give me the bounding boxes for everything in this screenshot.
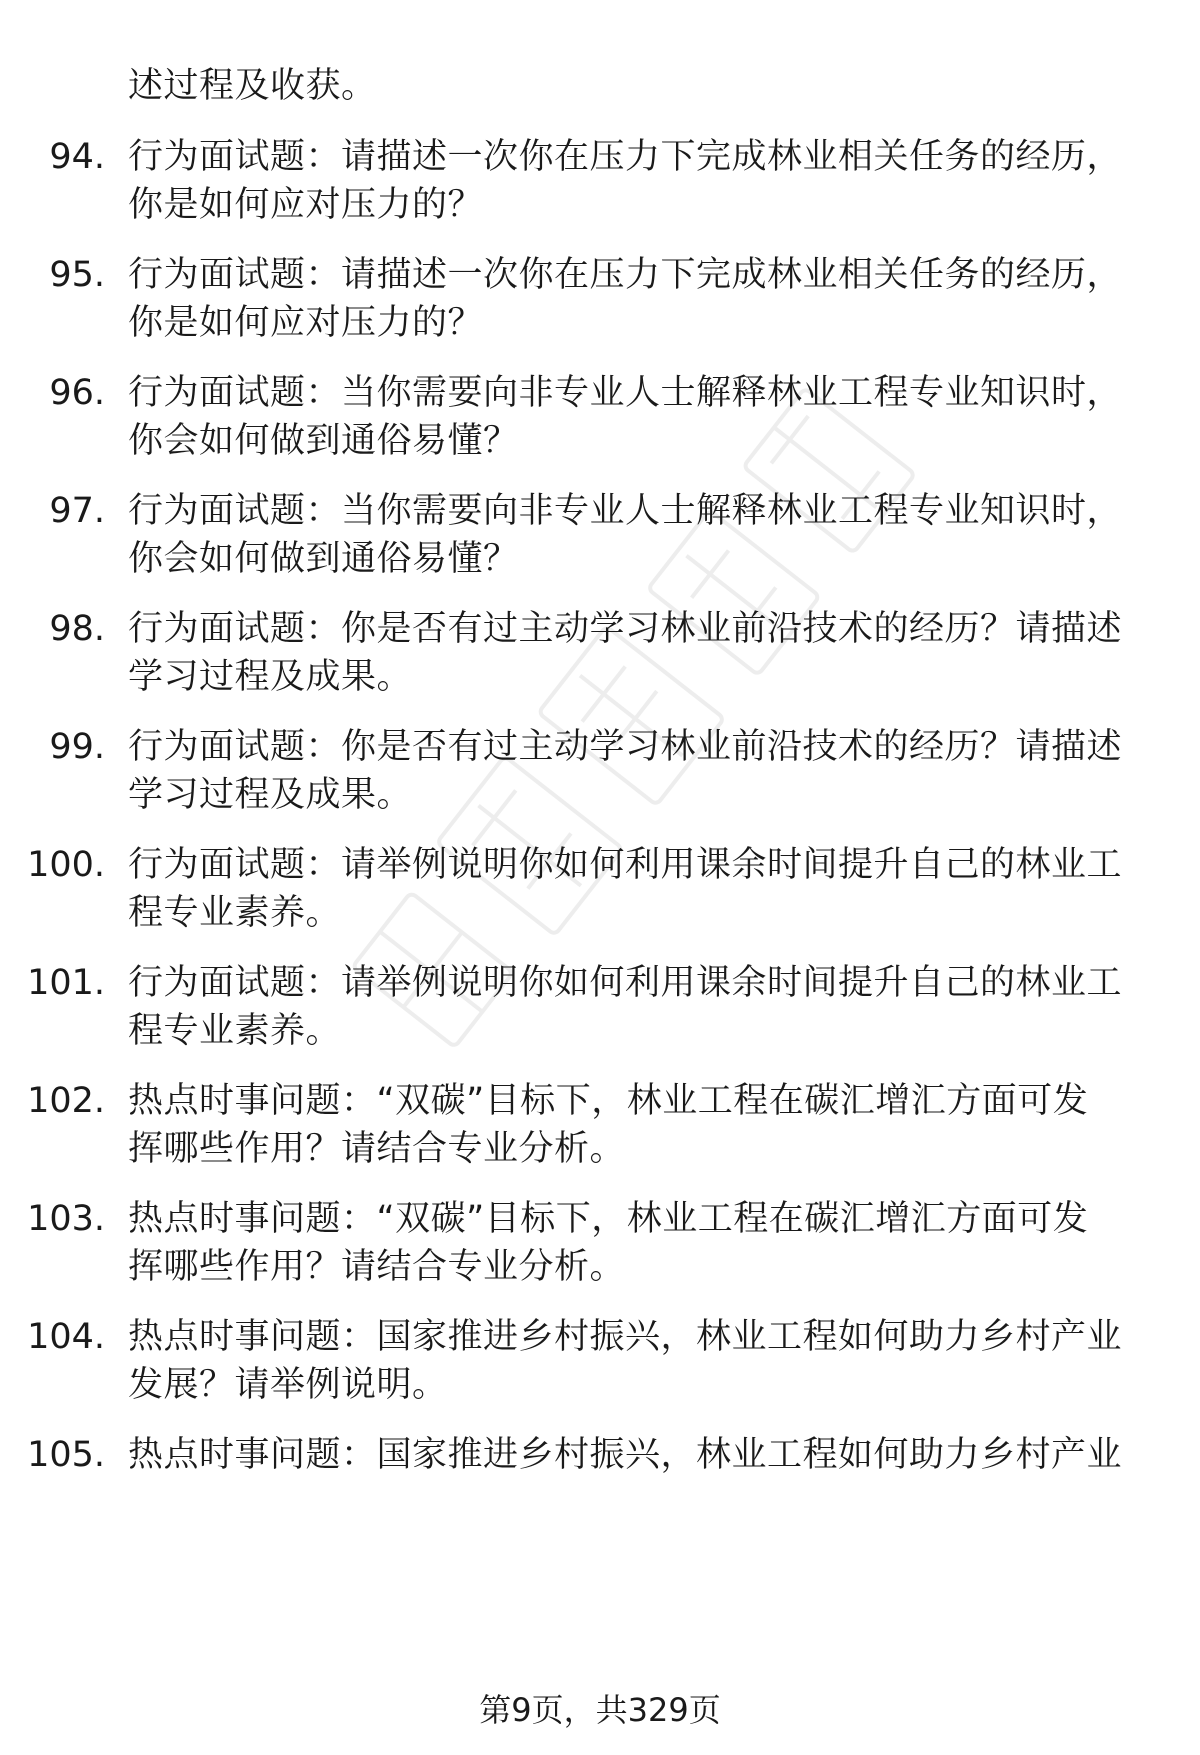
list-item — [0, 369, 1200, 479]
item-text-line-2: 你是如何应对压力的？ — [128, 185, 484, 225]
item-text-line-2: 学习过程及成果。 — [128, 657, 413, 697]
item-text-line-1: 热点时事问题：“双碳”目标下，林业工程在碳汇增汇方面可发 — [128, 1199, 1089, 1239]
item-text-line-1: 热点时事问题：国家推进乡村振兴，林业工程如何助力乡村产业 — [128, 1435, 1123, 1475]
list-item — [0, 251, 1200, 361]
item-text-line-2: 你是如何应对压力的？ — [128, 303, 484, 343]
list-item — [0, 487, 1200, 597]
item-text-line-2: 发展？请举例说明。 — [128, 1365, 448, 1405]
item-text-line-1: 行为面试题：你是否有过主动学习林业前沿技术的经历？请描述 — [128, 609, 1123, 649]
item-number: 104. — [27, 1317, 105, 1357]
list-item — [0, 959, 1200, 1069]
item-number: 100. — [27, 845, 105, 885]
item-text-line-2: 学习过程及成果。 — [128, 775, 413, 815]
item-text-line-2: 你会如何做到通俗易懂？ — [128, 421, 519, 461]
list-item — [0, 841, 1200, 951]
item-number: 95. — [49, 255, 105, 295]
item-text-line-1: 行为面试题：当你需要向非专业人士解释林业工程专业知识时， — [128, 491, 1123, 531]
item-text-line-1: 行为面试题：当你需要向非专业人士解释林业工程专业知识时， — [128, 373, 1123, 413]
list-item — [0, 1195, 1200, 1305]
list-item — [0, 1077, 1200, 1187]
page-footer: 第9页，共329页 — [479, 1691, 721, 1729]
continuation-text: 述过程及收获。 — [128, 66, 377, 106]
item-number: 103. — [27, 1199, 105, 1239]
list-item — [0, 605, 1200, 715]
item-text-line-2: 程专业素养。 — [128, 893, 342, 933]
item-number: 102. — [27, 1081, 105, 1121]
item-text-line-1: 行为面试题：请描述一次你在压力下完成林业相关任务的经历， — [128, 137, 1123, 177]
item-number: 101. — [27, 963, 105, 1003]
item-text-line-2: 程专业素养。 — [128, 1011, 342, 1051]
item-text-line-2: 你会如何做到通俗易懂？ — [128, 539, 519, 579]
item-text-line-1: 行为面试题：请举例说明你如何利用课余时间提升自己的林业工 — [128, 963, 1123, 1003]
item-number: 96. — [49, 373, 105, 413]
item-text-line-2: 挥哪些作用？请结合专业分析。 — [128, 1129, 626, 1169]
list-item — [0, 1431, 1200, 1541]
item-number: 98. — [49, 609, 105, 649]
item-text-line-1: 行为面试题：你是否有过主动学习林业前沿技术的经历？请描述 — [128, 727, 1123, 767]
item-text-line-1: 热点时事问题：国家推进乡村振兴，林业工程如何助力乡村产业 — [128, 1317, 1123, 1357]
list-item — [0, 1313, 1200, 1423]
item-number: 105. — [27, 1435, 105, 1475]
item-text-line-2: 挥哪些作用？请结合专业分析。 — [128, 1247, 626, 1287]
item-number: 99. — [49, 727, 105, 767]
item-text-line-1: 行为面试题：请举例说明你如何利用课余时间提升自己的林业工 — [128, 845, 1123, 885]
list-item — [0, 723, 1200, 833]
item-number: 94. — [49, 137, 105, 177]
item-text-line-1: 行为面试题：请描述一次你在压力下完成林业相关任务的经历， — [128, 255, 1123, 295]
list-item — [0, 133, 1200, 243]
item-number: 97. — [49, 491, 105, 531]
item-text-line-1: 热点时事问题：“双碳”目标下，林业工程在碳汇增汇方面可发 — [128, 1081, 1089, 1121]
